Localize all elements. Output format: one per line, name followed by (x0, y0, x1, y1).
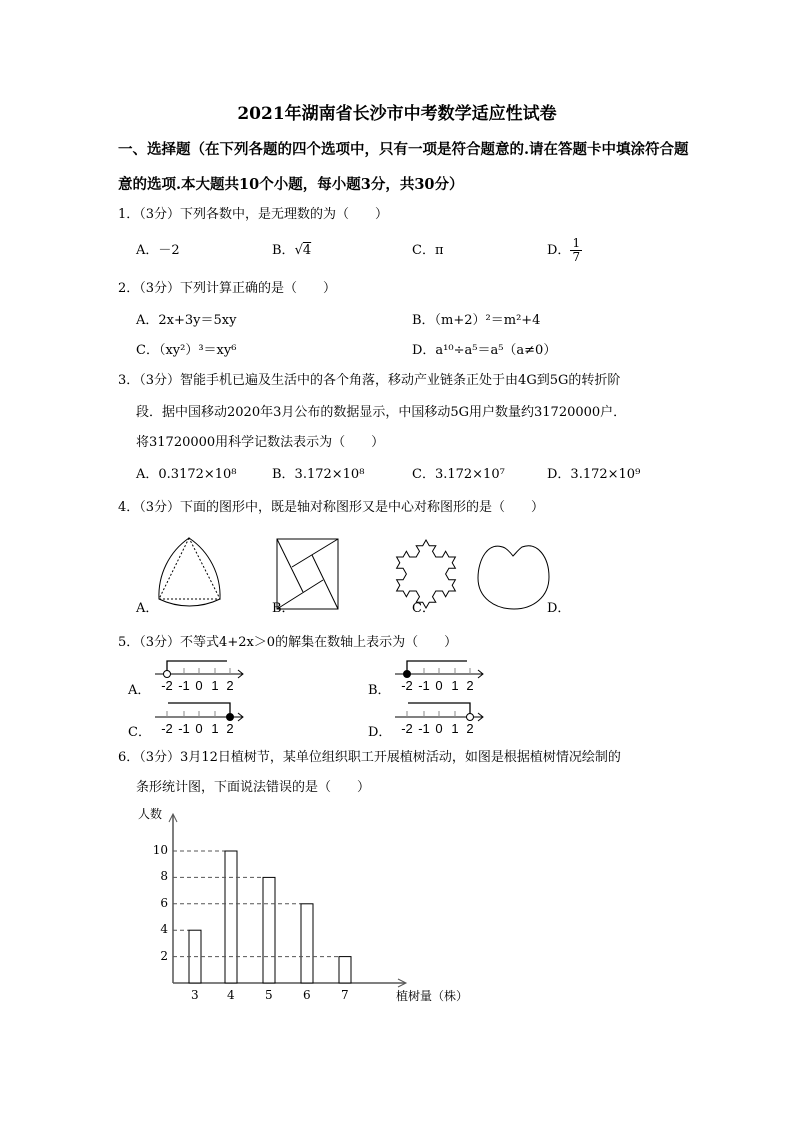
q1-option-a: A．－2 (136, 243, 180, 258)
q3-option-b: B．3.172×10⁸ (272, 467, 365, 482)
fraction-numerator: 1 (572, 236, 581, 250)
tick-label: -1 (178, 678, 190, 693)
x-tick-label: 6 (303, 988, 311, 1002)
q4-option-d: D． (547, 601, 571, 616)
q1-option-b-radicand: 4 (302, 243, 312, 258)
arrow-icon (238, 670, 243, 678)
q1-option-d-label: D． (547, 243, 571, 258)
y-axis-arrow-icon (169, 814, 177, 822)
tick-label: 0 (195, 678, 203, 693)
tick-label: 2 (226, 721, 234, 736)
arrow-icon (478, 713, 483, 721)
number-line-a (155, 661, 243, 678)
page-title: 2021年湖南省长沙市中考数学适应性试卷 (237, 104, 557, 124)
open-dot (467, 714, 474, 721)
tick-label: 2 (466, 678, 474, 693)
q6-stem-line2: 条形统计图，下面说法错误的是（ ） (136, 780, 371, 795)
section-heading-line1: 一、选择题（在下列各题的四个选项中，只有一项是符合题意的.请在答题卡中填涂符合题 (118, 141, 689, 158)
open-dot (164, 671, 171, 678)
y-tick-label: 8 (160, 869, 168, 884)
q5-option-c: C． (128, 725, 151, 740)
number-line-b (395, 661, 483, 678)
reuleaux-triangle-figure (159, 538, 220, 606)
solution-bracket (407, 661, 467, 674)
q2-option-d: D．a¹⁰÷a⁵＝a⁵（a≠0） (412, 343, 557, 358)
tick-label: 1 (211, 678, 219, 693)
chart-y-axis-label: 人数 (138, 807, 163, 821)
q3-option-c: C．3.172×10⁷ (412, 467, 505, 482)
y-tick-label: 6 (160, 895, 168, 910)
q3-stem-line3: 将31720000用科学记数法表示为（ ） (136, 435, 385, 450)
tick-label: -2 (161, 721, 173, 736)
tick-label: -1 (418, 721, 430, 736)
tick-label: 2 (226, 678, 234, 693)
x-tick-label: 7 (341, 988, 349, 1002)
q3-stem-line1: 3．（3分）智能手机已遍及生活中的各个角落，移动产业链条正处于由4G到5G的转折阶 (118, 373, 621, 388)
y-tick-label: 4 (160, 922, 168, 937)
bar-7 (339, 957, 351, 983)
number-line-d (395, 703, 483, 721)
q3-option-d: D．3.172×10⁹ (547, 467, 641, 482)
filled-dot (227, 714, 234, 721)
tick-label: 1 (451, 721, 459, 736)
tick-label: -1 (418, 678, 430, 693)
solution-bracket (167, 661, 227, 674)
bar-5 (263, 877, 275, 983)
x-tick-label: 4 (227, 988, 235, 1002)
q5-option-d: D． (368, 725, 392, 740)
q2-option-a: A．2x+3y＝5xy (136, 313, 237, 328)
q2-stem: 2．（3分）下列计算正确的是（ ） (118, 281, 337, 296)
chart-x-axis-label: 植树量（株） (396, 989, 469, 1003)
bar-3 (189, 930, 201, 983)
fraction-denominator: 7 (572, 250, 581, 264)
q1-stem: 1．（3分）下列各数中，是无理数的为（ ） (118, 207, 389, 222)
tick-label: -2 (161, 678, 173, 693)
q4-stem: 4．（3分）下面的图形中，既是轴对称图形又是中心对称图形的是（ ） (118, 500, 545, 515)
q6-stem-line1: 6．（3分）3月12日植树节，某单位组织职工开展植树活动，如图是根据植树情况绘制的 (118, 750, 621, 765)
tick-label: 1 (451, 678, 459, 693)
solution-bracket (168, 703, 230, 717)
q4-option-a: A． (136, 601, 159, 616)
x-axis-arrow-icon (398, 979, 406, 987)
q3-option-a: A．0.3172×10⁸ (136, 467, 237, 482)
bar-6 (301, 904, 313, 983)
q1-option-b-label: B． (272, 243, 295, 258)
y-tick-label: 2 (160, 948, 168, 963)
tick-label: 1 (211, 721, 219, 736)
arrow-icon (238, 713, 243, 721)
solution-bracket (408, 703, 470, 717)
q1-option-d (547, 237, 582, 264)
y-tick-label: 10 (152, 843, 168, 857)
koch-snowflake-figure (397, 540, 456, 608)
q2-option-b: B．（m+2）²＝m²+4 (412, 313, 541, 328)
tick-label: 0 (435, 678, 443, 693)
section-heading-line2: 意的选项.本大题共10个小题，每小题3分，共30分） (118, 176, 464, 193)
fraction (570, 237, 582, 264)
arrow-icon (478, 670, 483, 678)
x-tick-label: 5 (265, 988, 273, 1002)
tick-label: -2 (401, 678, 413, 693)
heart-shape-figure (478, 546, 549, 609)
q1-option-b: B．√4 (272, 243, 312, 258)
tick-label: 0 (435, 721, 443, 736)
q5-option-a: A． (128, 683, 151, 698)
q4-option-c: C． (412, 601, 435, 616)
tick-label: -2 (401, 721, 413, 736)
q2-option-c: C．（xy²）³＝xy⁶ (136, 343, 237, 358)
filled-dot (404, 671, 411, 678)
q5-stem: 5．（3分）不等式4+2x＞0的解集在数轴上表示为（ ） (118, 635, 458, 650)
tick-label: 2 (466, 721, 474, 736)
q3-stem-line2: 段．据中国移动2020年3月公布的数据显示，中国移动5G用户数量约31720000户． (136, 405, 627, 420)
number-line-c (155, 703, 243, 721)
x-tick-label: 3 (191, 988, 199, 1002)
tick-label: -1 (178, 721, 190, 736)
tick-label: 0 (195, 721, 203, 736)
square-pinwheel-figure (277, 539, 338, 609)
bar-4 (225, 851, 237, 983)
q4-option-b: B． (272, 601, 295, 616)
q1-option-c: C．π (412, 243, 444, 258)
q5-option-b: B． (368, 683, 391, 698)
